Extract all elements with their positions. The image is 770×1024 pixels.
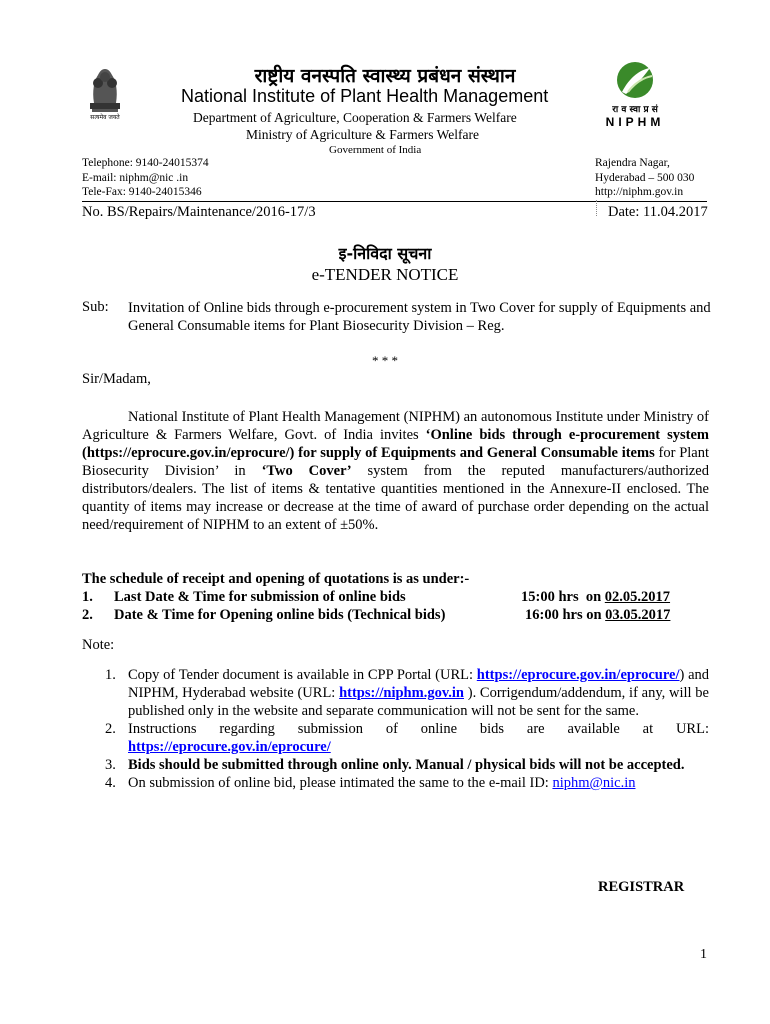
schedule-time: 16:00 hrs on: [525, 607, 606, 623]
separator-stars: * * *: [372, 353, 398, 368]
contact-left: [82, 156, 209, 200]
note-text: Instructions regarding submission of online bids are available at URL:: [128, 721, 709, 737]
body-text-2: for Plant Biosecurity Division’ in: [82, 445, 709, 479]
schedule-row: [82, 589, 406, 606]
telefax: Tele-Fax: 9140-24015346: [82, 186, 202, 198]
schedule-row-number: 1.: [82, 589, 93, 605]
institute-name: National Institute of Plant Health Management: [181, 86, 549, 106]
logo-hindi-text: रा व स्वा प्र सं: [612, 105, 658, 115]
note-text: Copy of Tender document is available in CPP Portal (URL:: [128, 667, 477, 683]
website: http://niphm.gov.in: [595, 186, 684, 198]
note-item: [105, 774, 709, 792]
schedule-time: 15:00 hrs on: [521, 589, 605, 605]
reference-number: No. BS/Repairs/Maintenance/2016-17/3: [82, 204, 316, 220]
note-number: 3.: [105, 757, 116, 773]
schedule-row-number: 2.: [82, 607, 93, 623]
body-text-3: system from the reputed manufacturers/authorized distributors/dealers. The list of items & tentative quantities mentioned in the Annexure-II enclosed. The quantity of items may increase or decrease at the time of award of purchase order depending on the actual need/requirement of NIPHM to an extent of ±50%.: [82, 463, 709, 533]
notice-title: e-TENDER NOTICE: [311, 265, 459, 284]
ministry-name: Ministry of Agriculture & Farmers Welfare: [246, 127, 479, 142]
registrar-signature: REGISTRAR: [598, 879, 685, 895]
logo-text: NIPHM: [605, 115, 665, 129]
divider-mark: [596, 200, 597, 216]
body-text-1: National Institute of Plant Health Management (NIPHM) an autonomous Institute under Ministry of Agriculture & Farmers Welfare, Govt. of India invites: [82, 409, 709, 443]
schedule-row-time: [525, 607, 670, 624]
note-number: 4.: [105, 775, 116, 791]
eprocure-instructions-link[interactable]: https://eprocure.gov.in/eprocure/: [128, 739, 331, 755]
body-bold-2: ‘Two Cover’: [261, 463, 352, 479]
header-divider: [82, 201, 707, 202]
address-line2: Hyderabad – 500 030: [595, 171, 695, 184]
government-name: Government of India: [329, 144, 422, 156]
reference-date: Date: 11.04.2017: [608, 204, 708, 220]
note-label: Note:: [82, 637, 115, 653]
hindi-title: राष्ट्रीय वनस्पति स्वास्थ्य प्रबंधन संस्थान: [254, 65, 516, 87]
notes-list: [105, 666, 709, 792]
niphm-website-link[interactable]: https://niphm.gov.in: [339, 685, 464, 701]
note-text: ) and NIPHM, Hyderabad website (URL:: [128, 667, 710, 701]
telephone: Telephone: 9140-24015374: [82, 157, 209, 169]
body-bold-1: ‘Online bids through e-procurement system (https://eprocure.gov.in/eprocure/) for supply of Equipments and General Consumable items: [82, 427, 709, 461]
schedule-date: 02.05.2017: [604, 589, 671, 605]
schedule-row-label: Date & Time for Opening online bids (Technical bids): [114, 607, 446, 623]
eprocure-link[interactable]: https://eprocure.gov.in/eprocure/: [476, 667, 680, 683]
emblem-caption: सत्यमेव जयते: [90, 114, 120, 121]
note-number: 1.: [105, 667, 116, 683]
schedule-date: 03.05.2017: [605, 607, 671, 623]
schedule-row-time: [521, 589, 670, 606]
note-item: [105, 720, 709, 756]
note-text: Bids should be submitted through online only. Manual / physical bids will not be accepted.: [128, 757, 685, 773]
page-number: 1: [700, 947, 707, 962]
department-name: Department of Agriculture, Cooperation & Farmers Welfare: [193, 110, 517, 125]
schedule-row: [82, 607, 445, 624]
subject-label: Sub:: [82, 299, 109, 315]
subject-text: Invitation of Online bids through e-procurement system in Two Cover for supply of Equipments and General Consumable items for Plant Biosecurity Division – Reg.: [128, 300, 711, 334]
email: E-mail: niphm@nic .in: [82, 171, 189, 184]
notice-hindi-heading: इ-निविदा सूचना: [338, 244, 432, 263]
schedule-row-label: Last Date & Time for submission of online bids: [114, 589, 406, 605]
note-text: On submission of online bid, please intimated the same to the e-mail ID:: [128, 775, 553, 791]
note-number: 2.: [105, 721, 116, 737]
schedule-title: The schedule of receipt and opening of quotations is as under:-: [82, 571, 470, 587]
note-item: [105, 666, 709, 720]
address-line1: Rajendra Nagar,: [595, 157, 670, 169]
body-paragraph: [82, 408, 709, 534]
note-item: [105, 756, 709, 774]
note-text: ). Corrigendum/addendum, if any, will be published only in the website and separate communication will not be sent for the same.: [128, 685, 709, 719]
email-link[interactable]: niphm@nic.in: [552, 775, 636, 791]
contact-right: [595, 156, 694, 200]
salutation: Sir/Madam,: [82, 371, 151, 387]
